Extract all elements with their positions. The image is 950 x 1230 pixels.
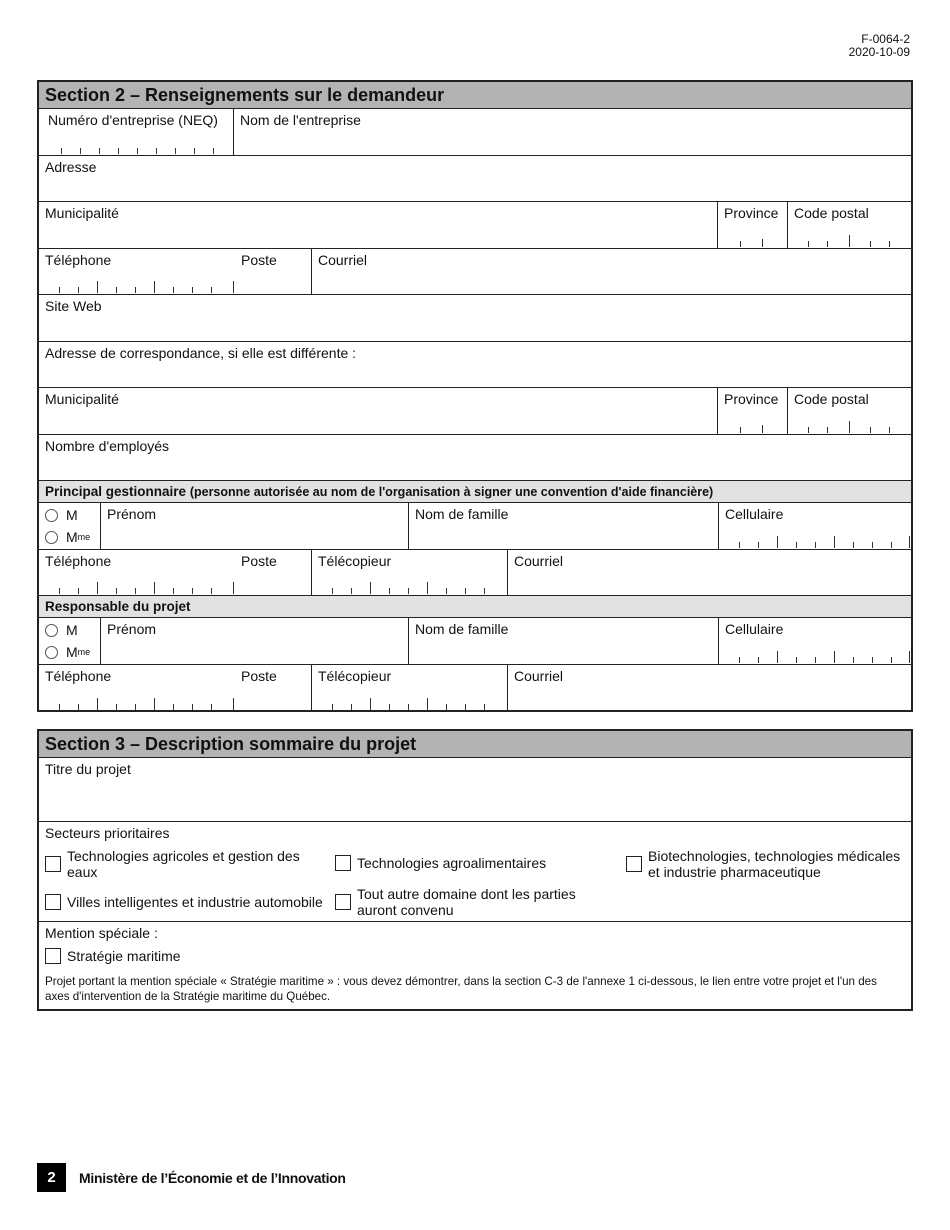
sector-option-agrofood[interactable] xyxy=(335,855,585,871)
manager-phone-field[interactable] xyxy=(39,550,235,595)
manager-email-field[interactable] xyxy=(508,550,911,595)
page-number: 2 xyxy=(37,1163,66,1192)
postal-code2-field[interactable] xyxy=(788,388,911,434)
form-date: 2020-10-09 xyxy=(848,45,910,59)
section-3 xyxy=(37,729,913,1011)
lead-first-name-field[interactable] xyxy=(101,618,409,664)
website-field[interactable] xyxy=(39,295,911,341)
sector-other-label: Tout autre domaine dont les parties auront convenu xyxy=(357,886,576,918)
province2-label: Province xyxy=(724,391,779,407)
lead-email-label: Courriel xyxy=(514,668,564,684)
postal-code2-label: Code postal xyxy=(794,391,869,407)
manager-cell-label: Cellulaire xyxy=(725,506,784,522)
special-mention xyxy=(39,922,911,1010)
sector-option-biotech[interactable] xyxy=(626,848,906,880)
manager-fax-field[interactable] xyxy=(312,550,508,595)
municipality2-field[interactable] xyxy=(39,388,718,434)
employees-field[interactable] xyxy=(39,435,911,480)
project-lead-heading xyxy=(39,596,911,618)
correspondence-label: Adresse de correspondance, si elle est différente : xyxy=(45,345,357,361)
lead-last-name-field[interactable] xyxy=(409,618,719,664)
lead-title-radios xyxy=(39,618,101,664)
address-label: Adresse xyxy=(45,159,97,175)
form-code: F-0064-2 xyxy=(861,32,910,46)
project-title-label: Titre du projet xyxy=(45,761,131,777)
lead-mrs-radio[interactable] xyxy=(45,646,58,659)
ext-field[interactable] xyxy=(235,249,312,294)
sector-option-other[interactable] xyxy=(335,886,595,918)
manager-last-name-label: Nom de famille xyxy=(415,506,509,522)
lead-mr-label: M xyxy=(66,621,78,638)
sector-smart-cities-checkbox[interactable] xyxy=(45,894,61,910)
sector-option-agri[interactable] xyxy=(45,848,315,880)
neq-label: Numéro d'entreprise (NEQ) xyxy=(48,112,218,128)
manager-mrs-sup: me xyxy=(77,531,91,542)
lead-ext-field[interactable] xyxy=(235,665,312,711)
form-code-block xyxy=(849,33,910,59)
lead-email-field[interactable] xyxy=(508,665,911,711)
company-name-field[interactable] xyxy=(234,109,911,155)
municipality-field[interactable] xyxy=(39,202,718,248)
lead-ext-label: Poste xyxy=(241,668,277,684)
ext-label: Poste xyxy=(241,252,277,268)
postal-code-field[interactable] xyxy=(788,202,911,248)
company-name-label: Nom de l'entreprise xyxy=(240,112,361,128)
manager-email-label: Courriel xyxy=(514,553,564,569)
email-label: Courriel xyxy=(318,252,368,268)
manager-mr-radio[interactable] xyxy=(45,509,58,522)
address-field[interactable] xyxy=(39,156,911,201)
sector-biotech-label: Biotechnologies, technologies médicales et industrie pharmaceutique xyxy=(648,848,901,880)
lead-mrs-sup: me xyxy=(77,646,91,657)
province-label: Province xyxy=(724,205,779,221)
manager-mr-label: M xyxy=(66,506,78,523)
project-lead-heading-title: Responsable du projet xyxy=(45,599,191,614)
manager-ext-field[interactable] xyxy=(235,550,312,595)
province2-field[interactable] xyxy=(718,388,788,434)
lead-cell-label: Cellulaire xyxy=(725,621,784,637)
sector-other-checkbox[interactable] xyxy=(335,894,351,910)
sector-smart-cities-label: Villes intelligentes et industrie automobile xyxy=(67,894,323,910)
province-field[interactable] xyxy=(718,202,788,248)
sector-option-smart-cities[interactable] xyxy=(45,894,335,910)
special-maritime-checkbox[interactable] xyxy=(45,948,61,964)
manager-heading xyxy=(39,481,911,503)
manager-cell-field[interactable] xyxy=(719,503,911,549)
section-2 xyxy=(37,80,913,712)
lead-cell-field[interactable] xyxy=(719,618,911,664)
special-maritime-label: Stratégie maritime xyxy=(67,948,181,964)
lead-phone-label: Téléphone xyxy=(45,668,112,684)
section-3-title: Section 3 – Description sommaire du projet xyxy=(39,731,911,758)
ministry-name: Ministère de l’Économie et de l’Innovation xyxy=(79,1170,346,1186)
sector-agrofood-label: Technologies agroalimentaires xyxy=(357,855,547,871)
sector-agri-label: Technologies agricoles et gestion des eaux xyxy=(67,848,300,880)
employees-label: Nombre d'employés xyxy=(45,438,170,454)
manager-mrs-label: M xyxy=(66,528,78,545)
lead-last-name-label: Nom de famille xyxy=(415,621,509,637)
website-label: Site Web xyxy=(45,298,102,314)
manager-title-radios xyxy=(39,503,101,549)
special-maritime-option[interactable] xyxy=(45,948,181,964)
priority-sectors xyxy=(39,822,911,921)
lead-phone-field[interactable] xyxy=(39,665,235,711)
manager-fax-label: Télécopieur xyxy=(318,553,392,569)
manager-heading-note: (personne autorisée au nom de l'organisation à signer une convention d'aide financière) xyxy=(189,485,714,499)
phone-label: Téléphone xyxy=(45,252,112,268)
special-note: Projet portant la mention spéciale « Stratégie maritime » : vous devez démontrer, dans la section C-3 de l'annexe 1 ci-dessous, le lien entre votre projet et l'un des axes d'intervention de la Stratégie maritime du Québec. xyxy=(45,975,877,1003)
phone-field[interactable] xyxy=(39,249,235,294)
manager-ext-label: Poste xyxy=(241,553,277,569)
lead-mrs-label: M xyxy=(66,643,78,660)
sectors-label: Secteurs prioritaires xyxy=(45,825,170,841)
correspondence-address-field[interactable] xyxy=(39,342,911,387)
manager-first-name-label: Prénom xyxy=(107,506,157,522)
lead-fax-label: Télécopieur xyxy=(318,668,392,684)
manager-last-name-field[interactable] xyxy=(409,503,719,549)
manager-phone-label: Téléphone xyxy=(45,553,112,569)
lead-mr-radio[interactable] xyxy=(45,624,58,637)
project-title-field[interactable] xyxy=(39,758,911,821)
manager-heading-title: Principal gestionnaire xyxy=(45,484,187,499)
sector-agri-checkbox[interactable] xyxy=(45,856,61,872)
email-field[interactable] xyxy=(312,249,911,294)
manager-first-name-field[interactable] xyxy=(101,503,409,549)
lead-fax-field[interactable] xyxy=(312,665,508,711)
municipality2-label: Municipalité xyxy=(45,391,119,407)
manager-mrs-radio[interactable] xyxy=(45,531,58,544)
sector-agrofood-checkbox[interactable] xyxy=(335,855,351,871)
section-2-title: Section 2 – Renseignements sur le demandeur xyxy=(39,82,911,109)
postal-code-label: Code postal xyxy=(794,205,869,221)
lead-first-name-label: Prénom xyxy=(107,621,157,637)
municipality-label: Municipalité xyxy=(45,205,119,221)
neq-field[interactable] xyxy=(39,109,234,155)
sector-biotech-checkbox[interactable] xyxy=(626,856,642,872)
special-mention-label: Mention spéciale : xyxy=(45,925,158,941)
